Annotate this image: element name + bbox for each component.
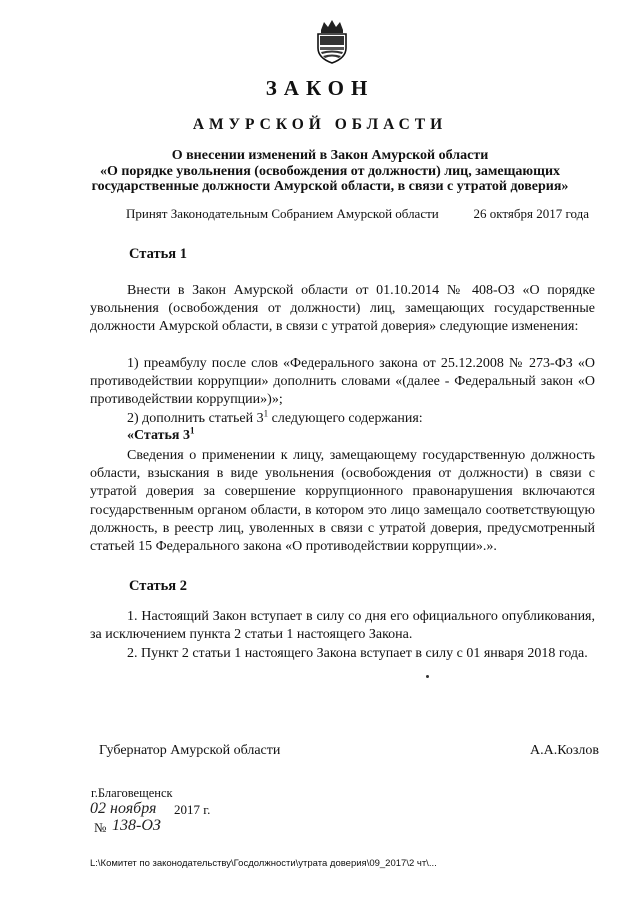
article-1-item-2	[90, 410, 595, 428]
title-line: О внесении изменений в Закон Амурской области	[171, 148, 489, 163]
item-2-prefix: 2) дополнить статьей 3	[127, 411, 264, 426]
quoted-heading-superscript: 1	[189, 425, 195, 436]
document-type: ЗАКОН	[265, 76, 375, 100]
item-2-suffix: следующего содержания:	[268, 411, 423, 426]
title-line: «О порядке увольнения (освобождения от должности) лиц, замещающих	[99, 163, 561, 179]
file-path-footer: L:\Комитет по законодательству\Госдолжности\утрата доверия\09_2017\2 чт\...	[90, 858, 437, 869]
signatory-role: Губернатор Амурской области	[99, 743, 281, 758]
handwritten-date: 02 ноября	[90, 800, 157, 817]
registration-number-label: №	[94, 820, 107, 835]
article-1-intro: Внести в Закон Амурской области от 01.10.2014 № 408-ОЗ «О порядке увольнения (освобождения от должности) лиц, замещающих государственные должности Амурской области, в связи с утратой доверия» следующие изменения:	[90, 283, 595, 335]
title-line: государственные должности Амурской области, в связи с утратой доверия»	[91, 179, 569, 194]
article-2-item-1: 1. Настоящий Закон вступает в силу со дня его официального опубликования, за исключением пункта 2 статьи 1 настоящего Закона.	[90, 609, 595, 643]
signatory-name: А.А.Козлов	[530, 743, 599, 758]
article-2-heading: Статья 2	[129, 578, 187, 594]
article-1-heading: Статья 1	[129, 246, 187, 262]
quoted-article-heading	[90, 427, 595, 445]
document-title	[40, 148, 620, 195]
item-2-superscript: 1	[263, 408, 269, 419]
scan-speck	[426, 675, 429, 678]
registration-place: г.Благовещенск	[91, 786, 173, 800]
article-2-item-2: 2. Пункт 2 статьи 1 настоящего Закона вступает в силу с 01 января 2018 года.	[127, 646, 588, 661]
adopted-by: Принят Законодательным Собранием Амурской области	[126, 206, 439, 221]
quoted-article-text: Сведения о применении к лицу, замещающему государственную должность области, взыскания в виде увольнения (освобождения от должности) в связи с утратой доверия за совершение коррупционного правонарушения включаются государственным органом области, в котором это лицо замещало соответствующую должность, в реестр лиц, уволенных в связи с утратой доверия, предусмотренный статьей 15 Федерального закона «О противодействии коррупции».».	[90, 448, 595, 555]
quoted-heading-text: «Статья 3	[127, 428, 190, 443]
adopted-date: 26 октября 2017 года	[473, 206, 589, 221]
article-1-item-1: 1) преамбулу после слов «Федерального закона от 25.12.2008 № 273-ФЗ «О противодействии коррупции» дополнить словами «(далее - Федеральный закон «О противодействии коррупции»)»;	[90, 356, 595, 408]
registration-year: 2017 г.	[174, 802, 211, 817]
document-region: АМУРСКОЙ ОБЛАСТИ	[192, 116, 448, 133]
amur-coat-of-arms-icon	[313, 18, 351, 64]
handwritten-number: 138-ОЗ	[112, 817, 161, 834]
